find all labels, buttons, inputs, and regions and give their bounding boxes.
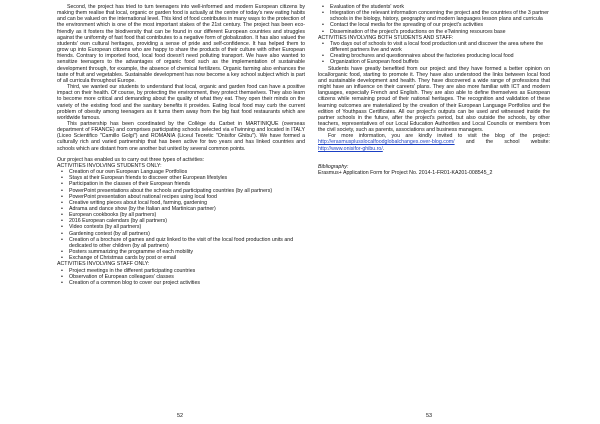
list-item: • Stays at their European friends to discover other European lifestyles: [69, 175, 305, 181]
bibliography-entry: Erasmus+ Application Form for Project No. 2014-1-FR01-KA201-008545_2: [318, 169, 493, 176]
staff-only-list: [57, 268, 305, 286]
list-item: • Gardening contest (by all partners): [69, 231, 305, 237]
list-item: • PowerPoint presentation about national recipes using local food: [69, 194, 305, 200]
staff-only-list-continued: [318, 4, 550, 35]
students-only-list: [57, 169, 305, 261]
list-item: • Observation of European colleagues' classes: [69, 274, 305, 280]
list-item: • Posters summarizing the programme of each mobility: [69, 249, 305, 255]
page-number-left: 52: [177, 413, 184, 419]
list-item: • Adrama and dance show (by the Italian and Martinican partner): [69, 206, 305, 212]
paragraph-more-info: [318, 133, 550, 151]
list-item: • Organization of European food buffets: [330, 59, 550, 65]
both-list: [318, 41, 550, 66]
right-page: [318, 4, 550, 176]
paragraph-health: Third, we wanted our students to understand that local, organic and garden food can have a positive impact on their health. Of course, by protecting the environment, they protect themselves. They also learn to become more critical and demanding about the quality of what they eat. They open their minds on the variety of the existing food and the sanitary benefits it provides. Eating local food may curb the current problem of obesity among teenagers as it turns them away from the big fast food restaurants which are worldwide famous.: [57, 84, 305, 121]
activities-intro: Our project has enabled us to carry out three types of activities:: [57, 156, 205, 163]
list-item: • Creation of a brochure of games and quiz linked to the visit of the local food production units and dedicated to other children (by all partners): [69, 237, 305, 249]
heading-staff-only: ACTIVITIES INVOLVING STAFF ONLY:: [57, 261, 150, 268]
list-item: • Two days out of schools to visit a local food production unit and discover the area where the different partners live and work: [330, 41, 550, 53]
list-item: • Dissemination of the project's productions on the eTwinning resources base: [330, 29, 550, 35]
more-info-end: .: [382, 145, 385, 152]
blog-link[interactable]: http://erasmusplusslocalfoodglobalchanges.over-blog.com/: [318, 139, 455, 146]
list-item: • Creative writing pieces about local food, farming, gardening: [69, 200, 305, 206]
more-info-text: For more information, you are kindly invited to visit the blog of the project:: [328, 133, 550, 140]
list-item: • Project meetings in the different participating countries: [69, 268, 305, 274]
list-item: • Integration of the relevant information concerning the project and the countries of the 3 partner schools in the biology, history, geography and modern languages lesson plans and curricula: [330, 10, 550, 22]
list-item: • Creating brochures and questionnaires about the factories producing local food: [330, 53, 550, 59]
more-info-middle: and the school website:: [465, 139, 550, 146]
list-item: • PowerPoint presentations about the schools and participating countries (by all partners): [69, 188, 305, 194]
list-item: • 2016 European calendars (by all partners): [69, 218, 305, 224]
page-number-right: 53: [426, 413, 433, 419]
list-item: • Contact the local media for the spreading of our project's activities: [330, 22, 550, 28]
left-page: [57, 4, 305, 286]
list-item: • Creation of our own European Language Portfolios: [69, 169, 305, 175]
heading-both: ACTIVITIES INVOLVING BOTH STUDENTS AND STAFF:: [318, 34, 454, 41]
list-item: • European cookbooks (by all partners): [69, 212, 305, 218]
school-website-link[interactable]: http://www.onisifor-ghibu.ro/: [318, 145, 383, 152]
list-item: • Exchange of Christmas cards by post or email: [69, 255, 305, 261]
list-item: • Video contests (by all partners): [69, 224, 305, 230]
paragraph-eco: Second, the project has tried to turn teenagers into well-informed and modern European citizens by making them realise that local, organic or garden food is actually at the centre of today's new eating habits and can be valued on the international level. This kind of food contributes in many ways to the protection of the environment which is one of the most important stakes of the 21st century. The project has been eco-friendly as it fosters the biodiversity that can be found in our different European countries and struggles against the uniformity of fast food that contributes to a negative form of globalization. It has also valued the students' own cultural heritages, providing a sense of pride and self-confidence. It has helped them to grow up into European citizens who are happy to share the products of their culture with other European friends. Contrary to imported food, local food doesn't need polluting transport. We have also wanted to sensitize teenagers to the advantages of organic food such as the implementation of sustainable development through, for example, the absence of chemical fertilizers. Organic farming also enhances the taste of fruit and vegetables. Sustainable development has now become a key school subject which is part of all curricula throughout Europe.: [57, 4, 305, 84]
list-item: • Evaluation of the students' work: [330, 4, 550, 10]
paragraph-outcomes: Students have greatly benefited from our project and they have formed a better opinion on local/organic food, starting to promote it. They have also understood the links between local food and sustainable development and health. They have discovered a wide range of professions that might have an influence on their careers' plans. They are also more familiar with ICT and modern languages, especially French and English. They are also able to define themselves as European citizens while remaining proud of their national heritages. The recognition and validation of these learning outcomes are materialized by the creation of their European Language Portfolios and the edition of Youthpass Certificates. All our project's outputs can be used and witnessed inside the partner schools in the future, after the project's period, but also outside the schools, by other teachers, representatives of our Local Education Authorities and Local Councils or members from the civil society, such as parents, associations and business managers.: [318, 65, 550, 134]
heading-students-only: ACTIVITIES INVOLVING STUDENTS ONLY:: [57, 162, 162, 169]
list-item: • Participation in the classes of their European friends: [69, 181, 305, 187]
list-item: • Creation of a common blog to cover our project activities: [69, 280, 305, 286]
bibliography-heading: Bibliography:: [318, 163, 349, 170]
paragraph-partnership: This partnership has been coordinated by the Collège du Carbet in MARTINIQUE (overseas department of FRANCE) and comprises participating schools selected via eTwinning and located in ITALY (Liceo Scientifico "Camillo Golgi") and ROMANIA (Liceul Teoretic "Onisifor Ghibu"). We have formed a culturally rich and varied partnership that has been active for two years and has linked countries and schools which are distant from one another but united by several common points.: [57, 120, 305, 152]
